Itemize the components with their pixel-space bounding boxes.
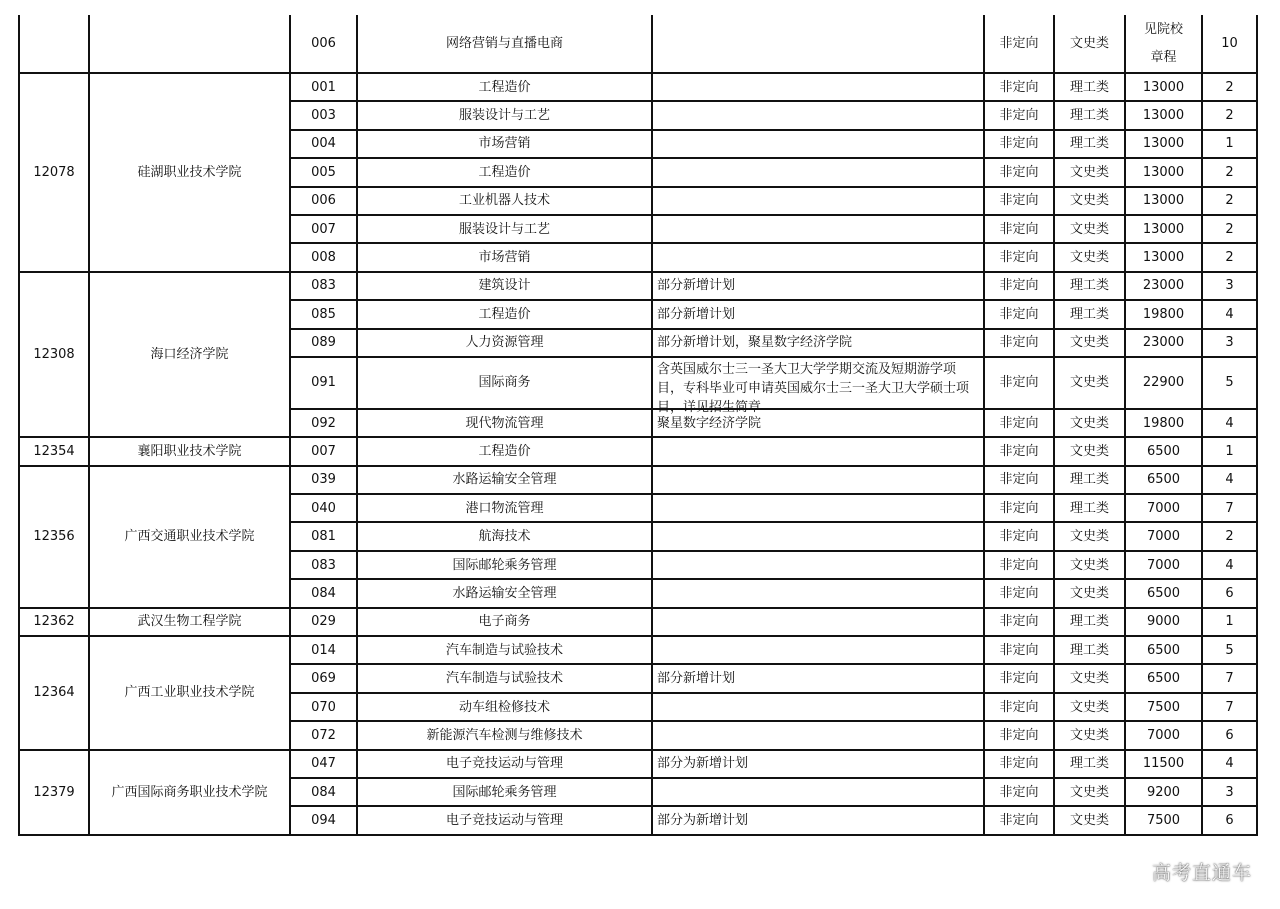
major-name: 工程造价	[357, 158, 652, 186]
major-code: 094	[290, 806, 357, 834]
school-code	[19, 15, 89, 73]
plan-type: 非定向	[984, 15, 1054, 73]
plan-type: 非定向	[984, 158, 1054, 186]
major-code: 072	[290, 721, 357, 749]
major-name: 电子竞技运动与管理	[357, 806, 652, 834]
plan-count: 2	[1202, 522, 1257, 550]
subject-category: 文史类	[1054, 522, 1125, 550]
subject-category: 理工类	[1054, 608, 1125, 636]
subject-category: 理工类	[1054, 750, 1125, 778]
subject-category: 理工类	[1054, 272, 1125, 300]
major-name: 工程造价	[357, 300, 652, 328]
plan-type: 非定向	[984, 329, 1054, 357]
subject-category: 理工类	[1054, 101, 1125, 129]
subject-category: 文史类	[1054, 664, 1125, 692]
plan-count: 10	[1202, 15, 1257, 73]
plan-type: 非定向	[984, 101, 1054, 129]
major-note	[652, 437, 984, 465]
major-note	[652, 101, 984, 129]
major-note	[652, 130, 984, 158]
tuition-fee: 13000	[1125, 158, 1202, 186]
tuition-fee: 6500	[1125, 636, 1202, 664]
plan-count: 2	[1202, 73, 1257, 101]
school-code: 12354	[19, 437, 89, 465]
tuition-fee: 9200	[1125, 778, 1202, 806]
major-note: 部分新增计划	[652, 664, 984, 692]
school-name: 广西国际商务职业技术学院	[89, 750, 290, 835]
school-name: 广西工业职业技术学院	[89, 636, 290, 750]
tuition-fee: 6500	[1125, 664, 1202, 692]
plan-type: 非定向	[984, 130, 1054, 158]
major-code: 089	[290, 329, 357, 357]
school-code: 12364	[19, 636, 89, 750]
major-name: 国际邮轮乘务管理	[357, 551, 652, 579]
plan-type: 非定向	[984, 806, 1054, 834]
major-code: 029	[290, 608, 357, 636]
major-note: 部分新增计划	[652, 300, 984, 328]
subject-category: 文史类	[1054, 437, 1125, 465]
major-code: 007	[290, 437, 357, 465]
major-name: 工程造价	[357, 437, 652, 465]
subject-category: 文史类	[1054, 693, 1125, 721]
school-name: 武汉生物工程学院	[89, 608, 290, 636]
subject-category: 文史类	[1054, 243, 1125, 271]
tuition-fee: 11500	[1125, 750, 1202, 778]
subject-category: 理工类	[1054, 300, 1125, 328]
major-code: 005	[290, 158, 357, 186]
major-name: 工业机器人技术	[357, 187, 652, 215]
major-name: 汽车制造与试验技术	[357, 636, 652, 664]
major-code: 083	[290, 272, 357, 300]
major-name: 航海技术	[357, 522, 652, 550]
school-name: 广西交通职业技术学院	[89, 466, 290, 608]
plan-type: 非定向	[984, 272, 1054, 300]
tuition-fee: 13000	[1125, 73, 1202, 101]
subject-category: 理工类	[1054, 636, 1125, 664]
major-note	[652, 466, 984, 494]
plan-count: 4	[1202, 466, 1257, 494]
major-note	[652, 187, 984, 215]
major-name: 电子竞技运动与管理	[357, 750, 652, 778]
plan-type: 非定向	[984, 466, 1054, 494]
major-note	[652, 608, 984, 636]
plan-count: 2	[1202, 243, 1257, 271]
subject-category: 文史类	[1054, 15, 1125, 73]
major-note: 部分新增计划	[652, 272, 984, 300]
major-code: 083	[290, 551, 357, 579]
major-note: 部分新增计划，聚星数字经济学院	[652, 329, 984, 357]
subject-category: 文史类	[1054, 329, 1125, 357]
major-name: 服装设计与工艺	[357, 215, 652, 243]
enrollment-table	[18, 15, 1258, 836]
major-name: 电子商务	[357, 608, 652, 636]
subject-category: 文史类	[1054, 778, 1125, 806]
tuition-fee: 7500	[1125, 806, 1202, 834]
major-name: 国际商务	[357, 357, 652, 409]
major-code: 081	[290, 522, 357, 550]
major-note	[652, 215, 984, 243]
plan-count: 2	[1202, 101, 1257, 129]
major-code: 001	[290, 73, 357, 101]
major-note	[652, 243, 984, 271]
subject-category: 文史类	[1054, 551, 1125, 579]
major-name: 人力资源管理	[357, 329, 652, 357]
major-note	[652, 778, 984, 806]
major-name: 服装设计与工艺	[357, 101, 652, 129]
plan-type: 非定向	[984, 187, 1054, 215]
subject-category: 文史类	[1054, 579, 1125, 607]
watermark-text: 高考直通车	[1151, 862, 1252, 884]
tuition-fee: 7000	[1125, 494, 1202, 522]
major-note	[652, 693, 984, 721]
tuition-fee: 19800	[1125, 300, 1202, 328]
major-name: 港口物流管理	[357, 494, 652, 522]
plan-count: 7	[1202, 494, 1257, 522]
plan-count: 7	[1202, 693, 1257, 721]
major-name: 工程造价	[357, 73, 652, 101]
major-note-text: 含英国威尔士三一圣大卫大学学期交流及短期游学项目，专科毕业可申请英国威尔士三一圣大卫大学硕士项目，详见招生简章	[657, 361, 970, 415]
tuition-fee: 9000	[1125, 608, 1202, 636]
major-name: 建筑设计	[357, 272, 652, 300]
table-row	[19, 73, 1257, 101]
plan-count: 3	[1202, 272, 1257, 300]
plan-count: 3	[1202, 778, 1257, 806]
tuition-fee: 7500	[1125, 693, 1202, 721]
plan-count: 4	[1202, 750, 1257, 778]
plan-count: 1	[1202, 130, 1257, 158]
school-code: 12078	[19, 73, 89, 272]
major-name: 动车组检修技术	[357, 693, 652, 721]
subject-category: 文史类	[1054, 806, 1125, 834]
table-row	[19, 466, 1257, 494]
tuition-fee: 13000	[1125, 243, 1202, 271]
major-note	[652, 522, 984, 550]
plan-type: 非定向	[984, 636, 1054, 664]
major-code: 007	[290, 215, 357, 243]
plan-count: 1	[1202, 437, 1257, 465]
tuition-fee: 6500	[1125, 466, 1202, 494]
major-code: 092	[290, 409, 357, 437]
plan-count: 3	[1202, 329, 1257, 357]
school-code: 12308	[19, 272, 89, 438]
tuition-fee: 6500	[1125, 437, 1202, 465]
major-note	[652, 551, 984, 579]
major-name: 市场营销	[357, 130, 652, 158]
table-row	[19, 636, 1257, 664]
major-code: 006	[290, 187, 357, 215]
major-note: 部分为新增计划	[652, 806, 984, 834]
plan-type: 非定向	[984, 437, 1054, 465]
table-row	[19, 608, 1257, 636]
major-code: 084	[290, 579, 357, 607]
plan-type: 非定向	[984, 579, 1054, 607]
major-note: 部分为新增计划	[652, 750, 984, 778]
plan-count: 2	[1202, 187, 1257, 215]
school-name: 襄阳职业技术学院	[89, 437, 290, 465]
plan-count: 4	[1202, 409, 1257, 437]
major-note	[652, 494, 984, 522]
school-name	[89, 15, 290, 73]
plan-count: 5	[1202, 636, 1257, 664]
subject-category: 文史类	[1054, 158, 1125, 186]
subject-category: 文史类	[1054, 409, 1125, 437]
subject-category: 理工类	[1054, 466, 1125, 494]
major-code: 014	[290, 636, 357, 664]
major-name: 网络营销与直播电商	[357, 15, 652, 73]
plan-count: 4	[1202, 551, 1257, 579]
table-row	[19, 272, 1257, 300]
major-code: 069	[290, 664, 357, 692]
plan-count: 2	[1202, 158, 1257, 186]
plan-type: 非定向	[984, 357, 1054, 409]
subject-category: 理工类	[1054, 130, 1125, 158]
tuition-fee: 7000	[1125, 551, 1202, 579]
plan-count: 6	[1202, 806, 1257, 834]
major-code: 047	[290, 750, 357, 778]
plan-type: 非定向	[984, 721, 1054, 749]
table-row	[19, 750, 1257, 778]
major-code: 004	[290, 130, 357, 158]
subject-category: 理工类	[1054, 73, 1125, 101]
plan-type: 非定向	[984, 494, 1054, 522]
table-row	[19, 15, 1257, 73]
tuition-fee: 23000	[1125, 329, 1202, 357]
plan-count: 6	[1202, 721, 1257, 749]
plan-type: 非定向	[984, 243, 1054, 271]
major-note	[652, 357, 984, 415]
plan-count: 4	[1202, 300, 1257, 328]
plan-type: 非定向	[984, 608, 1054, 636]
major-note	[652, 579, 984, 607]
plan-type: 非定向	[984, 215, 1054, 243]
plan-type: 非定向	[984, 778, 1054, 806]
major-name: 水路运输安全管理	[357, 466, 652, 494]
subject-category: 文史类	[1054, 215, 1125, 243]
tuition-fee: 13000	[1125, 215, 1202, 243]
plan-count: 5	[1202, 357, 1257, 409]
major-code: 040	[290, 494, 357, 522]
major-code: 008	[290, 243, 357, 271]
major-name: 新能源汽车检测与维修技术	[357, 721, 652, 749]
major-name: 国际邮轮乘务管理	[357, 778, 652, 806]
school-code: 12356	[19, 466, 89, 608]
table-row	[19, 437, 1257, 465]
major-note	[652, 158, 984, 186]
plan-count: 2	[1202, 215, 1257, 243]
major-name: 水路运输安全管理	[357, 579, 652, 607]
plan-type: 非定向	[984, 750, 1054, 778]
major-code: 003	[290, 101, 357, 129]
major-note	[652, 636, 984, 664]
major-name: 市场营销	[357, 243, 652, 271]
tuition-fee: 13000	[1125, 130, 1202, 158]
major-name: 现代物流管理	[357, 409, 652, 437]
plan-count: 1	[1202, 608, 1257, 636]
tuition-fee: 22900	[1125, 357, 1202, 409]
school-name: 硅湖职业技术学院	[89, 73, 290, 272]
tuition-fee: 7000	[1125, 522, 1202, 550]
subject-category: 文史类	[1054, 187, 1125, 215]
major-name: 汽车制造与试验技术	[357, 664, 652, 692]
major-code: 085	[290, 300, 357, 328]
school-name: 海口经济学院	[89, 272, 290, 438]
plan-type: 非定向	[984, 664, 1054, 692]
major-note	[652, 15, 984, 73]
plan-type: 非定向	[984, 73, 1054, 101]
plan-type: 非定向	[984, 693, 1054, 721]
major-code: 091	[290, 357, 357, 409]
major-code: 084	[290, 778, 357, 806]
subject-category: 文史类	[1054, 721, 1125, 749]
tuition-fee: 6500	[1125, 579, 1202, 607]
tuition-fee: 13000	[1125, 187, 1202, 215]
plan-type: 非定向	[984, 409, 1054, 437]
plan-type: 非定向	[984, 551, 1054, 579]
school-code: 12362	[19, 608, 89, 636]
major-code: 070	[290, 693, 357, 721]
plan-count: 7	[1202, 664, 1257, 692]
subject-category: 理工类	[1054, 494, 1125, 522]
tuition-fee: 7000	[1125, 721, 1202, 749]
major-note	[652, 73, 984, 101]
major-note	[652, 721, 984, 749]
major-note: 聚星数字经济学院	[652, 409, 984, 437]
plan-count: 6	[1202, 579, 1257, 607]
plan-type: 非定向	[984, 300, 1054, 328]
subject-category: 文史类	[1054, 357, 1125, 409]
major-code: 006	[290, 15, 357, 73]
tuition-fee: 19800	[1125, 409, 1202, 437]
plan-type: 非定向	[984, 522, 1054, 550]
tuition-fee: 13000	[1125, 101, 1202, 129]
tuition-fee: 23000	[1125, 272, 1202, 300]
tuition-fee: 见院校 章程	[1125, 15, 1202, 73]
school-code: 12379	[19, 750, 89, 835]
major-code: 039	[290, 466, 357, 494]
